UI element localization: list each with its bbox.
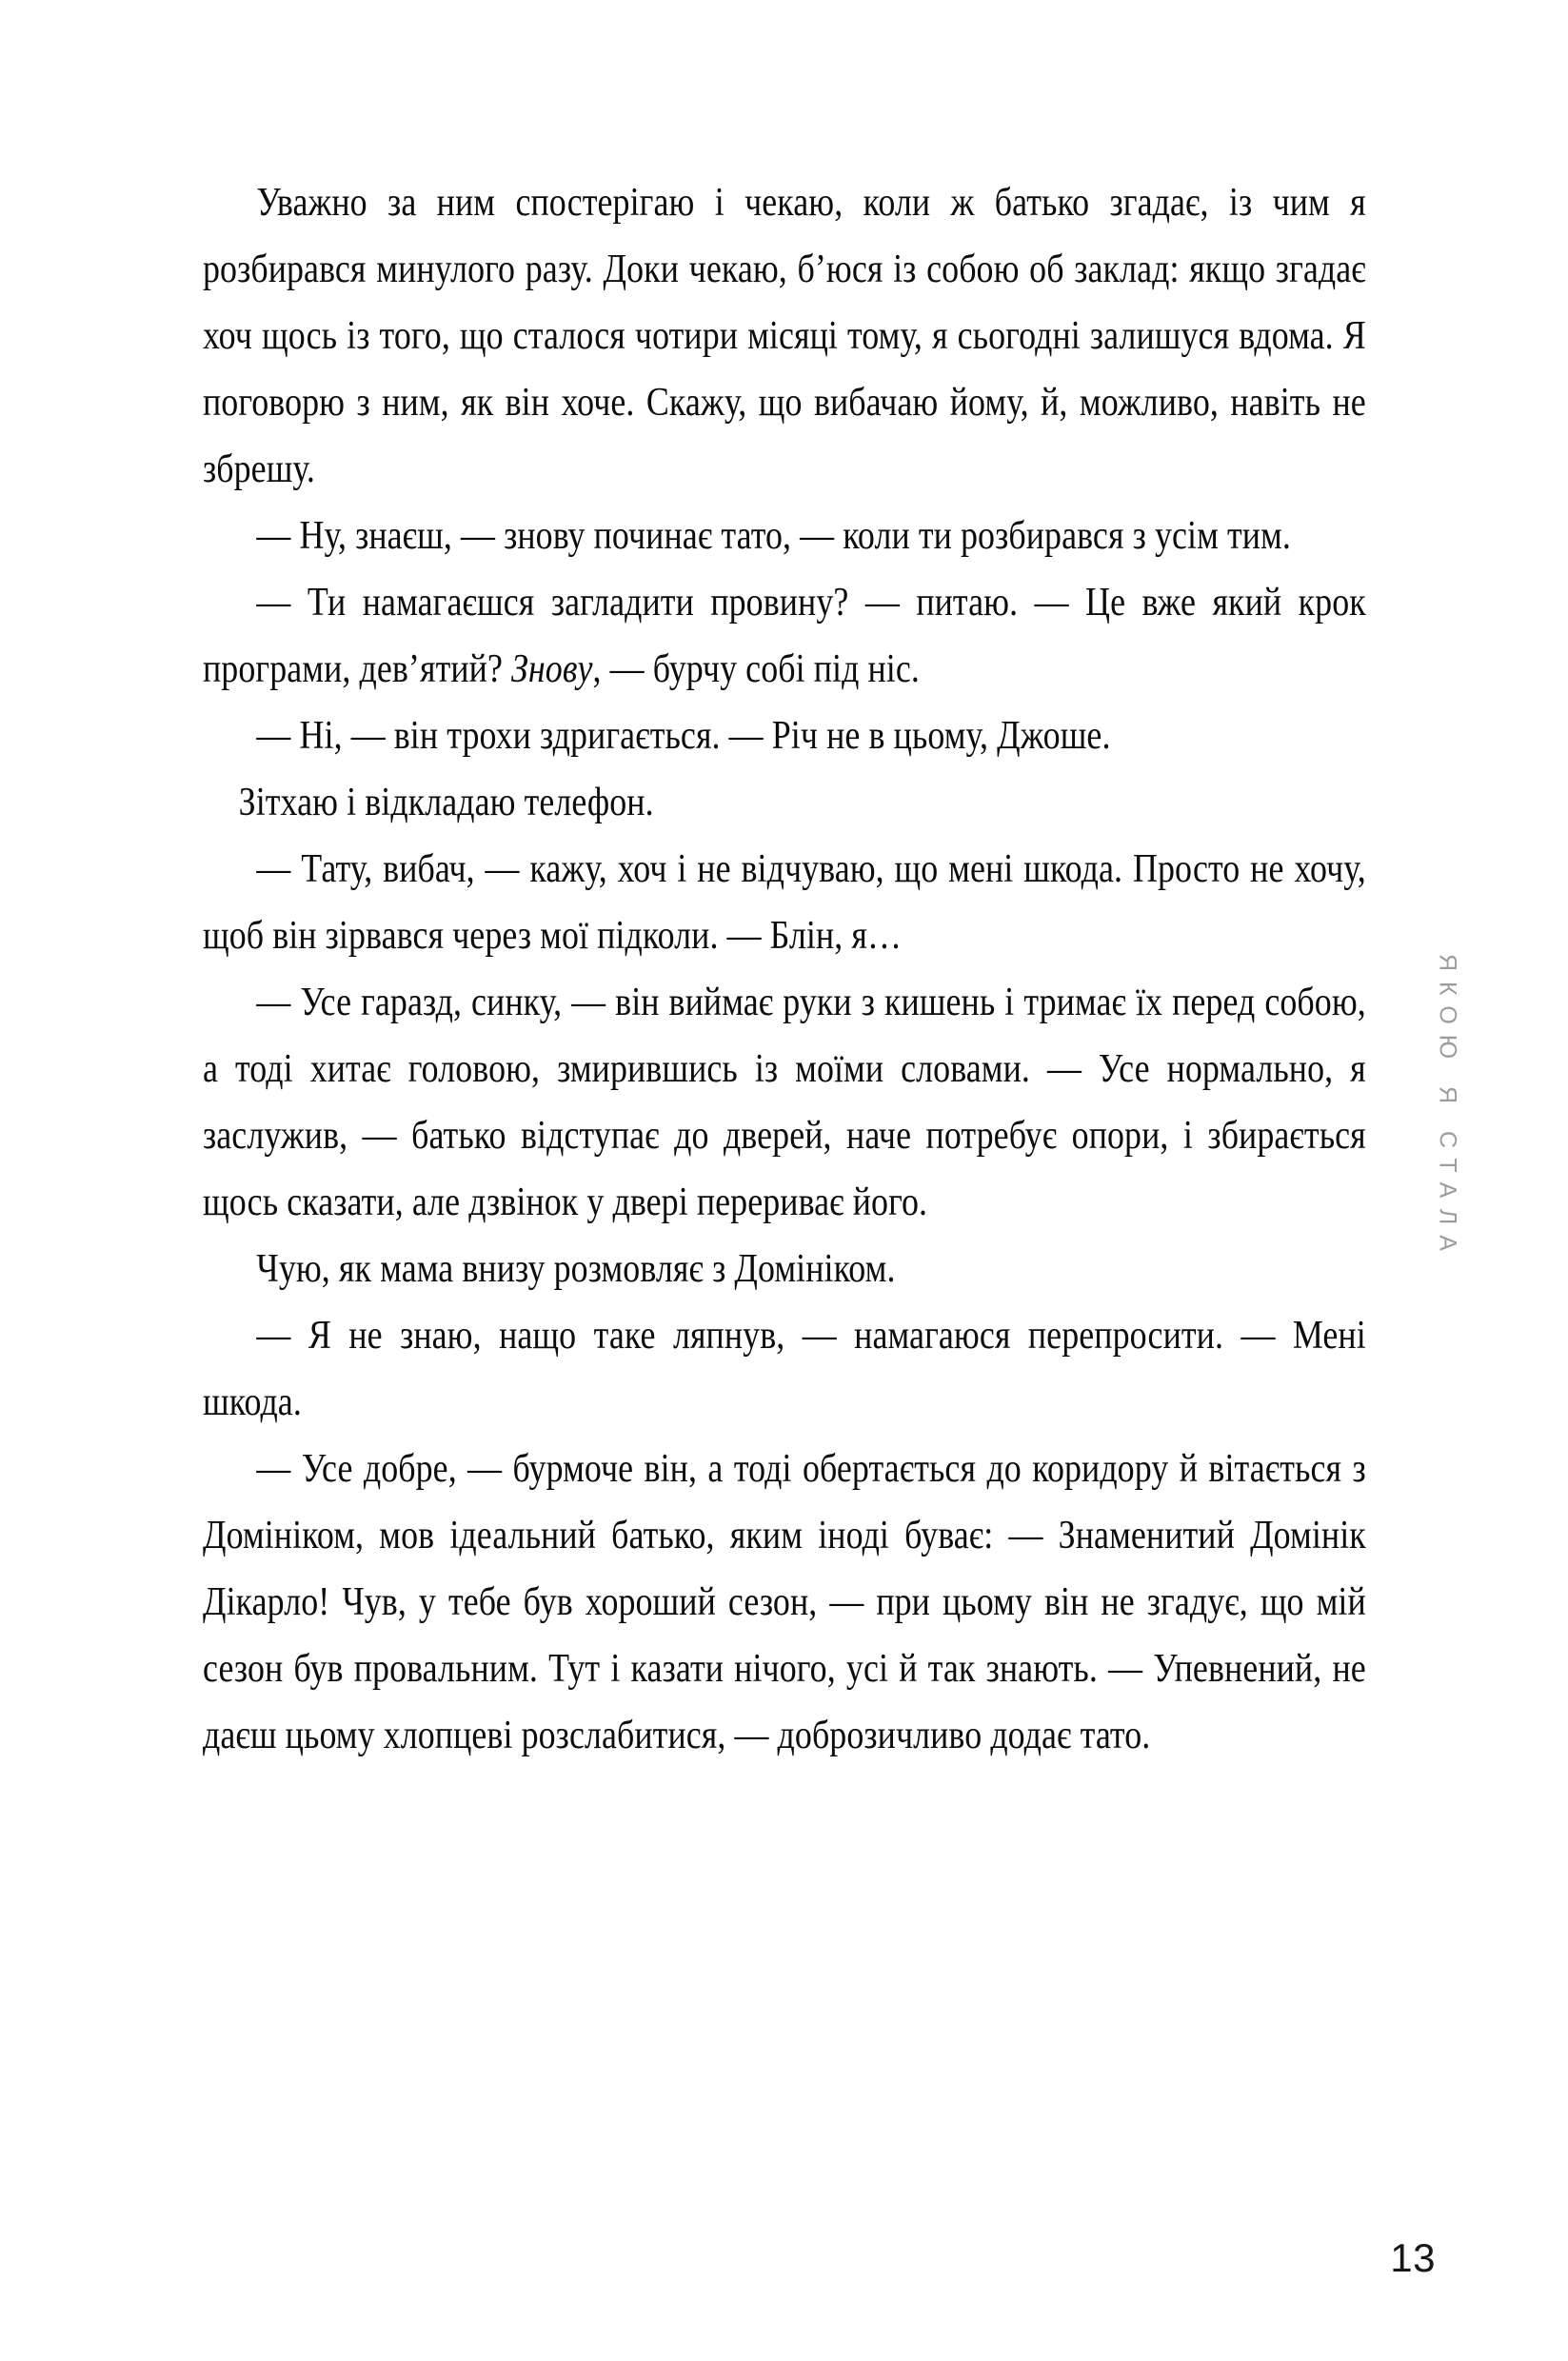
paragraph: — Ні, — він трохи здригається. — Річ не в цьому, Джоше. [256, 714, 1111, 758]
paragraph: Зітхаю і відкладаю телефон. [238, 781, 654, 824]
paragraph: — Ну, знаєш, — знову починає тато, — коли ти розбирався з усім тим. [256, 514, 1291, 558]
paragraph: Уважно за ним спостерігаю і чекаю, коли ж батько згадає, із чим я розбирався минулого разу. Доки чекаю, б’юся із собою об заклад: якщо згадає хоч щось із того, що сталося чотири місяці тому, я сьогодні залишуся вдома. Я поговорю з ним, як він хоче. Скажу, що вибачаю йому, й, можливо, навіть не збрешу. [203, 181, 1366, 491]
paragraph-text-before-italic: — Ти намагаєшся загладити провину? — питаю. — Це вже який крок програми, дев’ятий? [203, 581, 1366, 691]
paragraph: — Я не знаю, нащо таке ляпнув, — намагаюся перепросити. — Мені шкода. [203, 1314, 1366, 1424]
running-head [1425, 954, 1469, 1373]
paragraph: — Усе гаразд, синку, — він виймає руки з кишень і тримає їх перед собою, а тоді хитає головою, змирившись із моїми словами. — Усе нормально, я заслужив, — батько відступає до дверей, наче потребує опори, і збирається щось сказати, але дзвінок у двері перериває його. [203, 981, 1366, 1224]
paragraph-text-after-italic: , — бурчу собі під ніс. [592, 647, 920, 691]
body-text-column [203, 169, 1366, 1769]
paragraph-with-italic [203, 569, 1366, 703]
running-head-label: ЯКОЮ Я СТАЛА [1434, 954, 1461, 1261]
italic-emphasis: Знову [511, 647, 593, 691]
page-number: 13 [1390, 2235, 1436, 2280]
paragraph: Чую, як мама внизу розмовляє з Домініком. [256, 1247, 896, 1291]
paragraph: — Тату, вибач, — кажу, хоч і не відчуваю, що мені шкода. Просто не хочу, щоб він зірвався через мої підколи. — Блін, я… [203, 847, 1366, 958]
paragraph: — Усе добре, — бурмоче він, а тоді обертається до коридору й вітається з Домініком, мов ідеальний батько, яким іноді буває: — Знаменитий Домінік Дікарло! Чув, у тебе був хороший сезон, — при цьому він не згадує, що мій сезон був провальним. Тут і казати нічого, усі й так знають. — Упевнений, не даєш цьому хлопцеві розслабитися, — доброзичливо додає тато. [203, 1447, 1366, 1757]
